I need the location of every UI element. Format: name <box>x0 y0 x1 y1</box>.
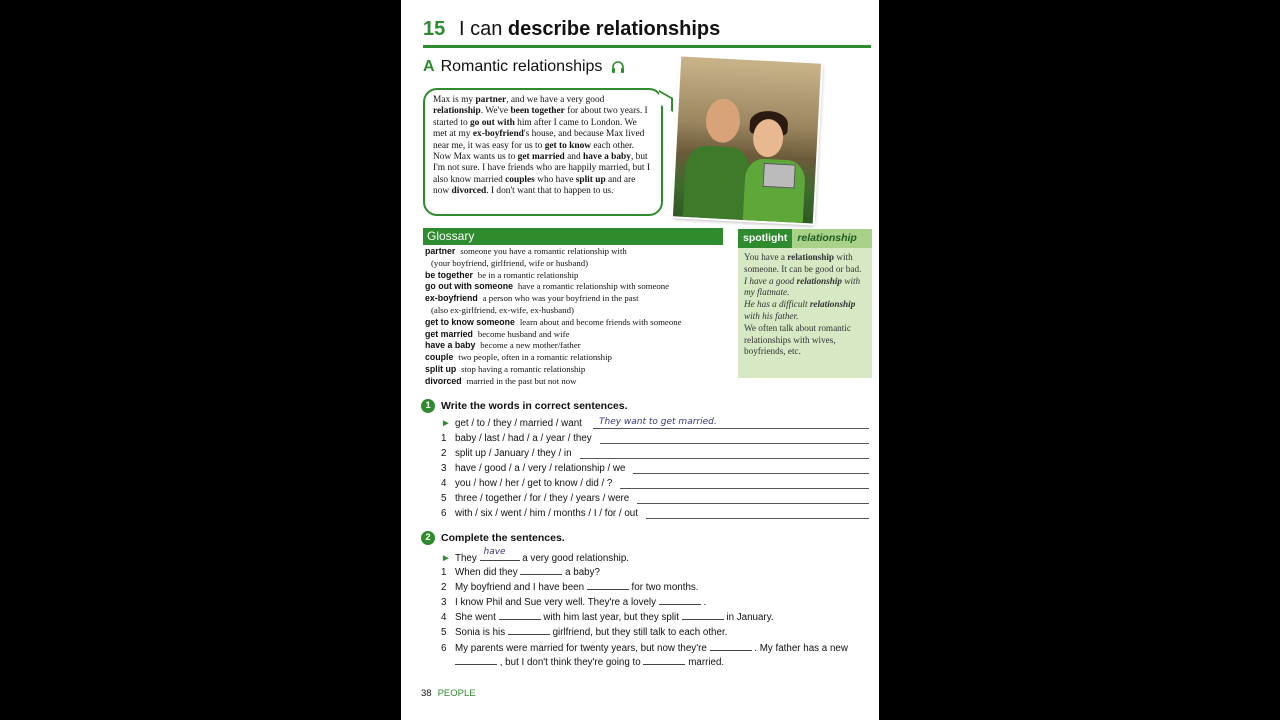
key-word: been together <box>510 106 565 117</box>
answer-blank[interactable] <box>520 565 562 575</box>
glossary-definition: two people, often in a romantic relationship <box>458 352 612 363</box>
glossary-entry <box>425 340 735 352</box>
answer-line[interactable] <box>620 488 869 489</box>
spotlight-example-1: I have a good relationship with my flatmate. <box>744 275 861 298</box>
handwritten-answer: They want to get married. <box>599 417 717 427</box>
glossary-definition: a person who was your boyfriend in the past <box>482 293 639 304</box>
answer-blank[interactable] <box>455 655 497 665</box>
camera-icon <box>763 163 796 189</box>
answer-line[interactable] <box>646 518 869 519</box>
key-word: go out with <box>469 117 515 128</box>
unit-header <box>423 16 871 48</box>
spotlight-para-2: We often talk about romantic relationships with wives, boyfriends, etc. <box>744 322 851 357</box>
bubble-text: , but I'm not sure. I have friends who are happily married, but I also know married <box>433 152 650 185</box>
answer-line[interactable] <box>580 458 869 459</box>
glossary-entry <box>425 246 735 258</box>
glossary-extra: (your boyfriend, girlfriend, wife or husband) <box>431 257 589 268</box>
spotlight-word: relationship <box>792 229 872 248</box>
page-footer <box>421 688 476 699</box>
glossary-term: be together <box>425 269 473 280</box>
glossary-definition: someone you have a romantic relationship with <box>460 246 627 256</box>
glossary-term: ex-boyfriend <box>425 293 478 304</box>
answer-blank[interactable] <box>508 625 550 635</box>
unit-number: 15 <box>423 18 446 40</box>
glossary-term: partner <box>425 246 456 256</box>
unit-title-bold: describe relationships <box>507 18 721 40</box>
ex2-item-1: 1 When did they a baby? <box>441 567 600 578</box>
headphones-icon[interactable] <box>611 60 625 74</box>
spotlight-box <box>738 229 872 378</box>
key-word: have a baby <box>583 152 631 163</box>
glossary-term: go out with someone <box>425 281 513 292</box>
unit-title-plain: I can <box>459 18 508 40</box>
bubble-text: . We've <box>480 106 511 117</box>
glossary-definition: be in a romantic relationship <box>477 269 579 280</box>
bubble-text: and <box>564 152 583 163</box>
exercise-instruction: Complete the sentences. <box>441 532 565 544</box>
glossary-term: get married <box>425 328 473 339</box>
glossary-definition: become a new mother/father <box>480 340 581 351</box>
spotlight-label: spotlight <box>743 232 788 244</box>
bubble-text: , and we have a very good <box>506 95 605 105</box>
key-word: partner <box>475 95 507 105</box>
spotlight-body <box>738 248 872 362</box>
glossary-title: Glossary <box>423 228 723 245</box>
answer-blank[interactable] <box>643 655 685 665</box>
bubble-text: 's house, and because Max lived near me, it was easy for us to <box>433 129 645 151</box>
ex1-item: 5 three / together / for / they / years / were <box>441 493 630 504</box>
answer-blank[interactable] <box>682 610 724 620</box>
ex2-item-6-cont: , but I don't think they're going to married. <box>441 655 724 669</box>
couple-photo <box>673 56 821 223</box>
bubble-text: Max is my <box>433 95 476 105</box>
glossary-extra: (also ex-girlfriend, ex-wife, ex-husband) <box>431 304 574 315</box>
glossary-definition: stop having a romantic relationship <box>461 363 586 374</box>
spotlight-example-2: He has a difficult relationship with his father. <box>744 299 856 321</box>
ex2-item-3: 3 I know Phil and Sue very well. They're a lovely . <box>441 597 707 608</box>
ex2-item-5: 5 Sonia is his girlfriend, but they still talk to each other. <box>441 627 728 638</box>
exercise-number: 2 <box>421 531 435 545</box>
key-word: couples <box>505 174 535 185</box>
exercise-1-heading <box>421 399 628 413</box>
speech-bubble <box>423 88 663 216</box>
answer-blank[interactable] <box>710 641 752 651</box>
exercise-instruction: Write the words in correct sentences. <box>441 400 628 412</box>
ex2-item-6: 6 My parents were married for twenty years, but now they're . My father has a new <box>441 643 848 654</box>
bubble-text: each other. Now Max wants us to <box>433 140 634 163</box>
footer-section: PEOPLE <box>437 688 476 699</box>
glossary-term: couple <box>425 352 454 363</box>
answer-line[interactable] <box>637 503 869 504</box>
ex1-item: 1 baby / last / had / a / year / they <box>441 433 592 444</box>
spotlight-para-1: You have a relationship with someone. It can be good or bad. <box>744 252 862 274</box>
exercise-2-heading <box>421 531 565 545</box>
glossary-entry <box>425 270 735 282</box>
glossary-term: split up <box>425 363 457 374</box>
glossary-entry <box>425 329 735 341</box>
key-word: divorced <box>451 186 487 197</box>
glossary-entry <box>425 364 735 376</box>
key-word: relationship <box>433 106 481 117</box>
glossary-term: have a baby <box>425 340 476 351</box>
section-letter: A <box>423 58 435 75</box>
answer-blank[interactable] <box>499 610 541 620</box>
glossary-term: divorced <box>425 375 462 386</box>
glossary-definition: have a romantic relationship with someone <box>517 281 670 292</box>
exercise-number: 1 <box>421 399 435 413</box>
bubble-text: for about two years. I started to <box>433 106 648 128</box>
key-word: ex-boyfriend <box>472 129 524 140</box>
ex1-item: 3 have / good / a / very / relationship / we <box>441 463 626 474</box>
glossary-entry <box>425 376 735 388</box>
glossary-definition: learn about and become friends with someone <box>519 316 682 327</box>
answer-line[interactable] <box>633 473 869 474</box>
page-number: 38 <box>421 688 432 699</box>
ex1-item: 6 with / six / went / him / months / I / for / out <box>441 508 638 519</box>
arrow-icon: ► <box>441 553 451 564</box>
glossary-definition: become husband and wife <box>477 328 570 339</box>
ex1-item: 4 you / how / her / get to know / did / ? <box>441 478 613 489</box>
key-word: get married <box>517 152 565 163</box>
key-word: get to know <box>544 140 592 151</box>
glossary-definition: married in the past but not now <box>466 375 577 386</box>
glossary-list <box>425 246 735 388</box>
ex1-example: ► get / to / they / married / want <box>441 418 582 429</box>
bubble-text: who have <box>534 174 576 185</box>
answer-blank[interactable] <box>587 580 629 590</box>
bubble-text: and are now <box>433 174 636 197</box>
textbook-page <box>401 0 879 720</box>
glossary-entry <box>425 281 735 293</box>
ex1-item: 2 split up / January / they / in <box>441 448 572 459</box>
glossary-term: get to know someone <box>425 316 515 327</box>
key-word: split up <box>575 174 606 185</box>
glossary-entry <box>425 293 735 305</box>
ex2-example-answer-field[interactable]: have <box>480 550 520 561</box>
unit-title <box>459 18 720 41</box>
answer-blank[interactable] <box>659 595 701 605</box>
ex2-item-2: 2 My boyfriend and I have been for two months. <box>441 582 699 593</box>
ex2-example: ► They have a very good relationship. <box>441 547 629 564</box>
answer-line[interactable] <box>600 443 869 444</box>
bubble-text: . I don't want that to happen to us. <box>486 186 614 197</box>
section-a-heading <box>423 58 625 76</box>
bubble-text: him after I came to London. We met at my <box>433 117 637 140</box>
glossary-entry <box>425 352 735 364</box>
answer-line[interactable] <box>593 428 869 429</box>
glossary-entry <box>425 317 735 329</box>
arrow-icon: ► <box>441 418 451 429</box>
section-title: Romantic relationships <box>440 58 603 75</box>
ex2-item-4: 4 She went with him last year, but they split in January. <box>441 612 774 623</box>
